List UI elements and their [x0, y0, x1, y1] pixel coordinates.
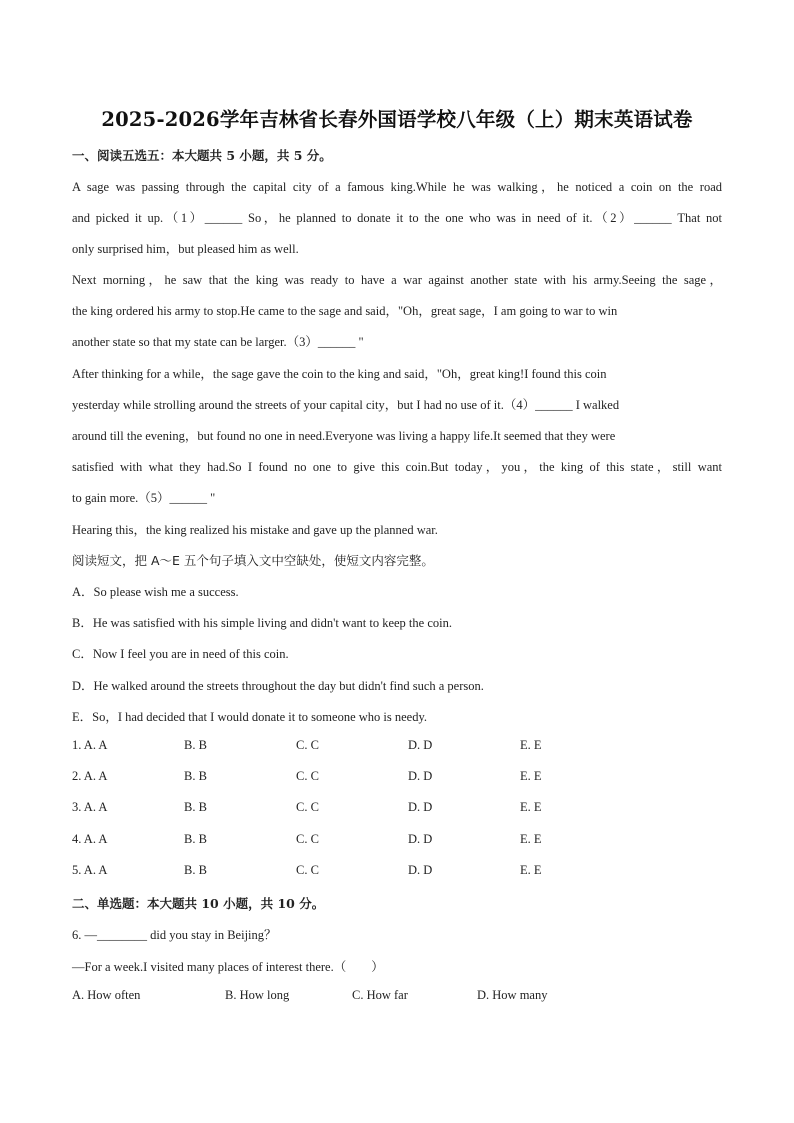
q6-option-a[interactable]: A. How often [72, 988, 141, 1002]
choice-b[interactable]: B. B [184, 800, 207, 814]
question-row-1 [72, 738, 722, 758]
option-d: D．He walked around the streets throughout the day but didn't find such a person. [72, 679, 484, 693]
passage-line: Next morning，he saw that the king was ready to have a war against another state with his army.Seeing the sage， [72, 273, 722, 287]
exam-title: 2025-2026学年吉林省长春外国语学校八年级（上）期末英语试卷 [101, 108, 693, 131]
choice-a[interactable]: 3. A. A [72, 800, 108, 814]
question-row-3 [72, 800, 722, 820]
question-6-reply: —For a week.I visited many places of interest there.（ ） [72, 960, 384, 974]
choice-d[interactable]: D. D [408, 738, 433, 752]
q6-option-c[interactable]: C. How far [352, 988, 408, 1002]
passage-line: Hearing this，the king realized his mistake and gave up the planned war. [72, 523, 438, 537]
section-1-instruction: 阅读短文，把 A～E 五个句子填入文中空缺处，使短文内容完整。 [72, 553, 434, 568]
choice-d[interactable]: D. D [408, 863, 433, 877]
section-2-heading: 二、单选题：本大题共 10 小题，共 10 分。 [72, 896, 325, 911]
choice-c[interactable]: C. C [296, 832, 319, 846]
passage-line: and picked it up.（1）______ So，he planned to donate it to the one who was in need of it.（2）______ That not [72, 211, 722, 225]
choice-b[interactable]: B. B [184, 769, 207, 783]
choice-a[interactable]: 1. A. A [72, 738, 108, 752]
choice-a[interactable]: 4. A. A [72, 832, 108, 846]
passage-line: yesterday while strolling around the streets of your capital city，but I had no use of it.（4）______ I walked [72, 398, 620, 412]
passage-line: to gain more.（5）______ " [72, 491, 216, 505]
passage-line: After thinking for a while，the sage gave the coin to the king and said，"Oh，great king!I found this coin [72, 367, 607, 381]
passage-line: only surprised him，but pleased him as well. [72, 242, 299, 256]
question-row-2 [72, 769, 722, 789]
passage-line: the king ordered his army to stop.He came to the sage and said，"Oh，great sage，I am going to war to win [72, 304, 618, 318]
choice-a[interactable]: 2. A. A [72, 769, 108, 783]
choice-b[interactable]: B. B [184, 738, 207, 752]
option-a: A．So please wish me a success. [72, 585, 239, 599]
q6-option-d[interactable]: D. How many [477, 988, 548, 1002]
choice-c[interactable]: C. C [296, 769, 319, 783]
question-6-stem: 6. —________ did you stay in Beijing？ [72, 928, 277, 942]
choice-e[interactable]: E. E [520, 832, 542, 846]
choice-d[interactable]: D. D [408, 832, 433, 846]
passage-line: A sage was passing through the capital city of a famous king.While he was walking，he noticed a coin on the road [72, 180, 722, 194]
question-row-5 [72, 863, 722, 883]
question-row-4 [72, 832, 722, 852]
choice-e[interactable]: E. E [520, 769, 542, 783]
section-1-heading: 一、阅读五选五：本大题共 5 小题，共 5 分。 [72, 148, 332, 163]
passage-line: around till the evening，but found no one in need.Everyone was living a happy life.It seemed that they were [72, 429, 616, 443]
choice-c[interactable]: C. C [296, 800, 319, 814]
choice-b[interactable]: B. B [184, 863, 207, 877]
choice-d[interactable]: D. D [408, 800, 433, 814]
choice-b[interactable]: B. B [184, 832, 207, 846]
q6-option-b[interactable]: B. How long [225, 988, 290, 1002]
choice-e[interactable]: E. E [520, 800, 542, 814]
question-6-options [72, 988, 722, 1008]
option-b: B．He was satisfied with his simple living and didn't want to keep the coin. [72, 616, 452, 630]
choice-d[interactable]: D. D [408, 769, 433, 783]
choice-c[interactable]: C. C [296, 863, 319, 877]
passage-line: another state so that my state can be larger.（3）______ " [72, 335, 364, 349]
option-e: E．So，I had decided that I would donate it to someone who is needy. [72, 710, 428, 724]
choice-c[interactable]: C. C [296, 738, 319, 752]
choice-e[interactable]: E. E [520, 738, 542, 752]
option-c: C．Now I feel you are in need of this coin. [72, 647, 289, 661]
passage-line: satisfied with what they had.So I found no one to give this coin.But today，you，the king of this state，still want [72, 460, 722, 474]
choice-e[interactable]: E. E [520, 863, 542, 877]
choice-a[interactable]: 5. A. A [72, 863, 108, 877]
